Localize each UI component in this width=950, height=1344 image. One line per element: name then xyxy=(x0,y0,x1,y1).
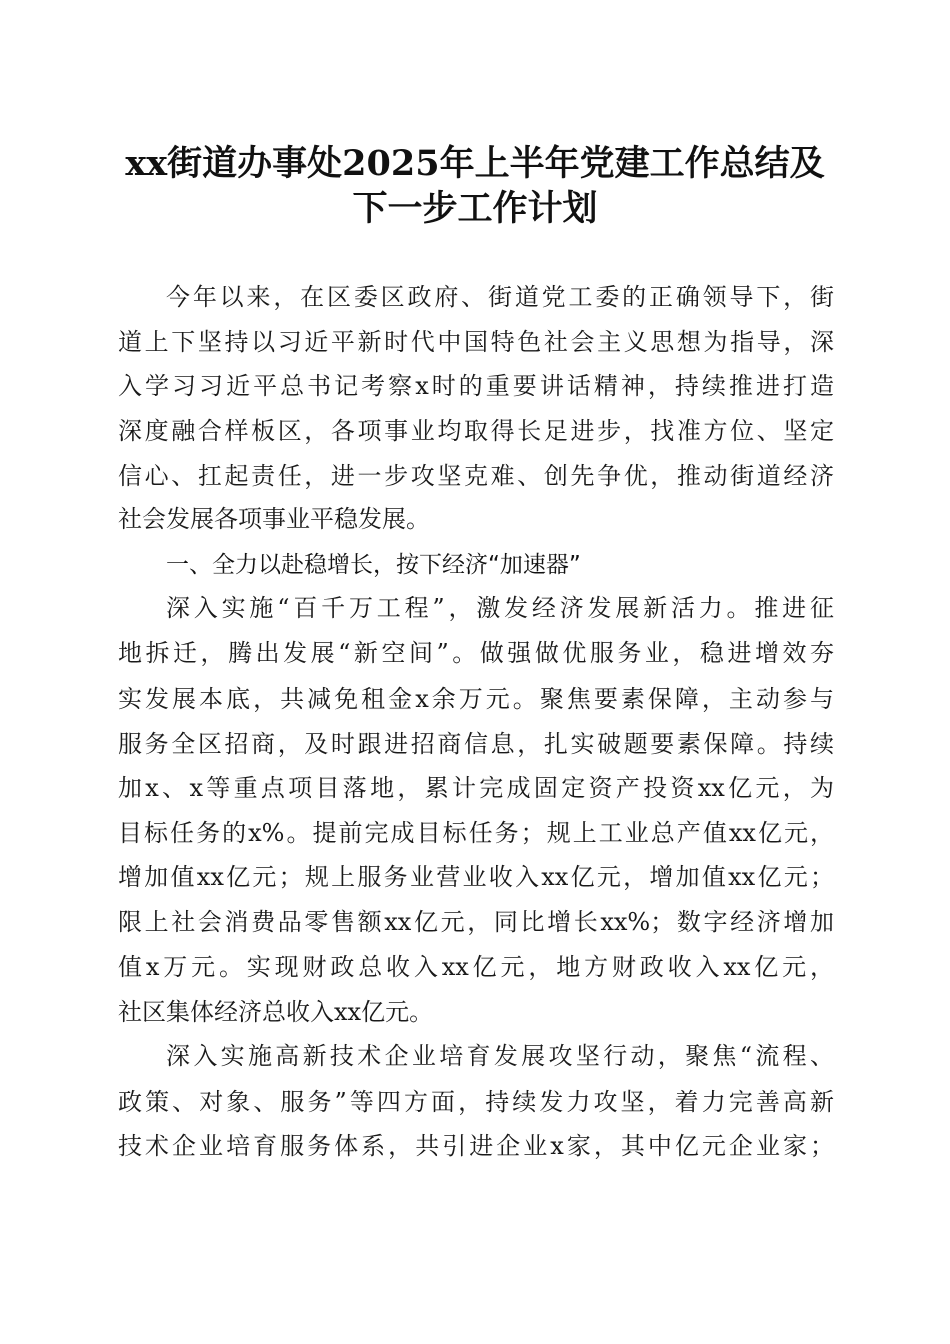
document-title-line-1: xx街道办事处2025年上半年党建工作总结及 xyxy=(125,143,825,184)
intro-line-2: 道上下坚持以习近平新时代中国特色社会主义思想为指导，深 xyxy=(118,328,834,356)
section-1-para-1-line-6: 目标任务的x%。提前完成目标任务；规上工业总产值xx亿元， xyxy=(118,819,834,847)
section-1-para-1-line-10: 社区集体经济总收入xx亿元。 xyxy=(118,998,434,1026)
section-1-heading: 一、全力以赴稳增长，按下经济“加速器” xyxy=(166,552,581,578)
section-1-para-1-line-5: 加x、x等重点项目落地，累计完成固定资产投资xx亿元，为 xyxy=(118,774,834,802)
section-1-para-2-line-2: 政策、对象、服务”等四方面，持续发力攻坚，着力完善高新 xyxy=(118,1088,834,1116)
intro-line-5: 信心、扛起责任，进一步攻坚克难、创先争优，推动街道经济 xyxy=(118,462,834,490)
section-1-para-2-line-1: 深入实施高新技术企业培育发展攻坚行动，聚焦“流程、 xyxy=(166,1042,834,1070)
section-1-para-1-line-8: 限上社会消费品零售额xx亿元，同比增长xx%；数字经济增加 xyxy=(118,908,834,936)
intro-line-3: 入学习习近平总书记考察x时的重要讲话精神，持续推进打造 xyxy=(118,372,834,400)
intro-line-4: 深度融合样板区，各项事业均取得长足进步，找准方位、坚定 xyxy=(118,417,834,445)
section-1-para-1-line-9: 值x万元。实现财政总收入xx亿元，地方财政收入xx亿元， xyxy=(118,953,834,981)
section-1-para-1-line-7: 增加值xx亿元；规上服务业营业收入xx亿元，增加值xx亿元； xyxy=(118,863,834,891)
section-1-para-1-line-3: 实发展本底，共减免租金x余万元。聚焦要素保障，主动参与 xyxy=(118,685,834,713)
intro-line-1: 今年以来，在区委区政府、街道党工委的正确领导下，街 xyxy=(166,283,834,311)
section-1-para-1-line-2: 地拆迁，腾出发展“新空间”。做强做优服务业，稳进增效夯 xyxy=(118,639,834,667)
intro-line-6: 社会发展各项事业平稳发展。 xyxy=(118,505,430,533)
section-1-para-2-line-3: 技术企业培育服务体系，共引进企业x家，其中亿元企业家； xyxy=(118,1132,834,1160)
section-1-para-1-line-4: 服务全区招商，及时跟进招商信息，扎实破题要素保障。持续 xyxy=(118,730,834,758)
document-title-line-2: 下一步工作计划 xyxy=(352,188,598,229)
section-1-para-1-line-1: 深入实施“百千万工程”，激发经济发展新活力。推进征 xyxy=(166,594,834,622)
